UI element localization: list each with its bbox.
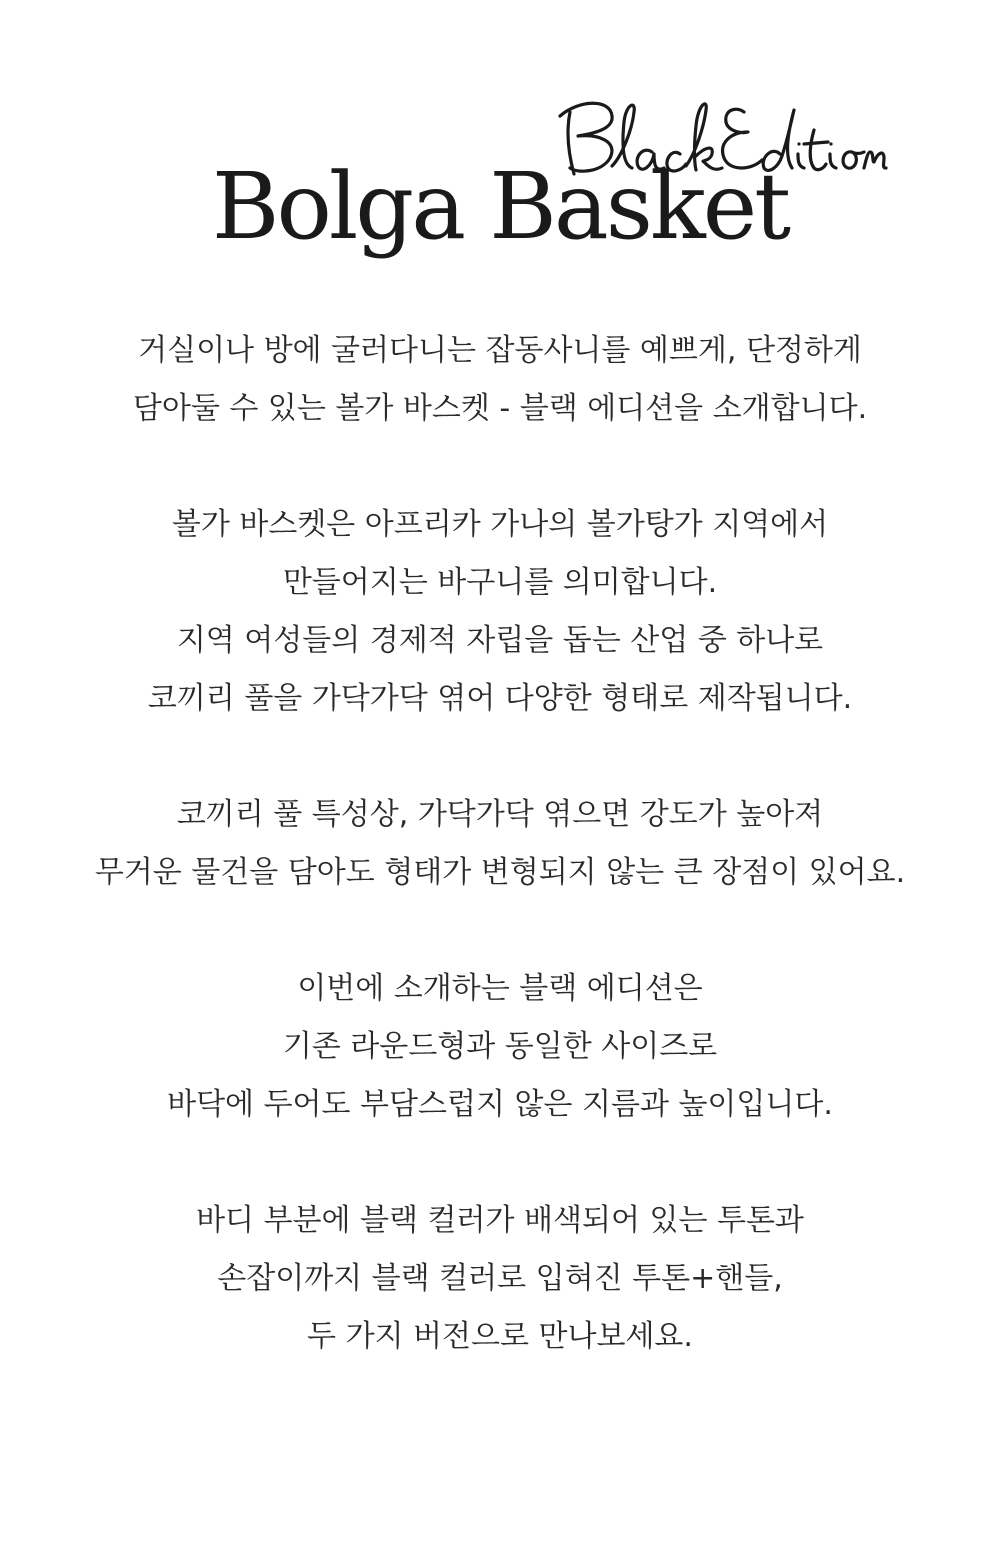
paragraph-intro <box>0 322 1000 438</box>
paragraph-durability <box>0 786 1000 902</box>
text-line: 두 가지 버전으로 만나보세요. <box>307 1319 693 1354</box>
text-line: 코끼리 풀을 가닥가닥 엮어 다양한 형태로 제작됩니다. <box>147 681 853 716</box>
text-line: 거실이나 방에 굴러다니는 잡동사니를 예쁘게, 단정하게 <box>138 333 862 368</box>
text-line: 손잡이까지 블랙 컬러로 입혀진 투톤+핸들, <box>217 1261 783 1296</box>
paragraph-size <box>0 960 1000 1134</box>
description-body <box>0 322 1000 1424</box>
text-line: 바닥에 두어도 부담스럽지 않은 지름과 높이입니다. <box>167 1087 833 1122</box>
text-line: 무거운 물건을 담아도 형태가 변형되지 않는 큰 장점이 있어요. <box>94 855 906 890</box>
text-line: 담아둘 수 있는 볼가 바스켓 - 블랙 에디션을 소개합니다. <box>132 391 868 426</box>
paragraph-versions <box>0 1192 1000 1366</box>
text-line: 볼가 바스켓은 아프리카 가나의 볼가탕가 지역에서 <box>171 507 829 542</box>
text-line: 만들어지는 바구니를 의미합니다. <box>282 565 718 600</box>
text-line: 지역 여성들의 경제적 자립을 돕는 산업 중 하나로 <box>176 623 824 658</box>
title-block <box>0 0 1000 300</box>
text-line: 이번에 소개하는 블랙 에디션은 <box>297 971 703 1006</box>
page-title: Bolga Basket <box>211 153 789 260</box>
paragraph-origin <box>0 496 1000 728</box>
text-line: 바디 부분에 블랙 컬러가 배색되어 있는 투톤과 <box>196 1203 804 1238</box>
text-line: 기존 라운드형과 동일한 사이즈로 <box>282 1029 718 1064</box>
text-line: 코끼리 풀 특성상, 가닥가닥 엮으면 강도가 높아져 <box>176 797 824 832</box>
